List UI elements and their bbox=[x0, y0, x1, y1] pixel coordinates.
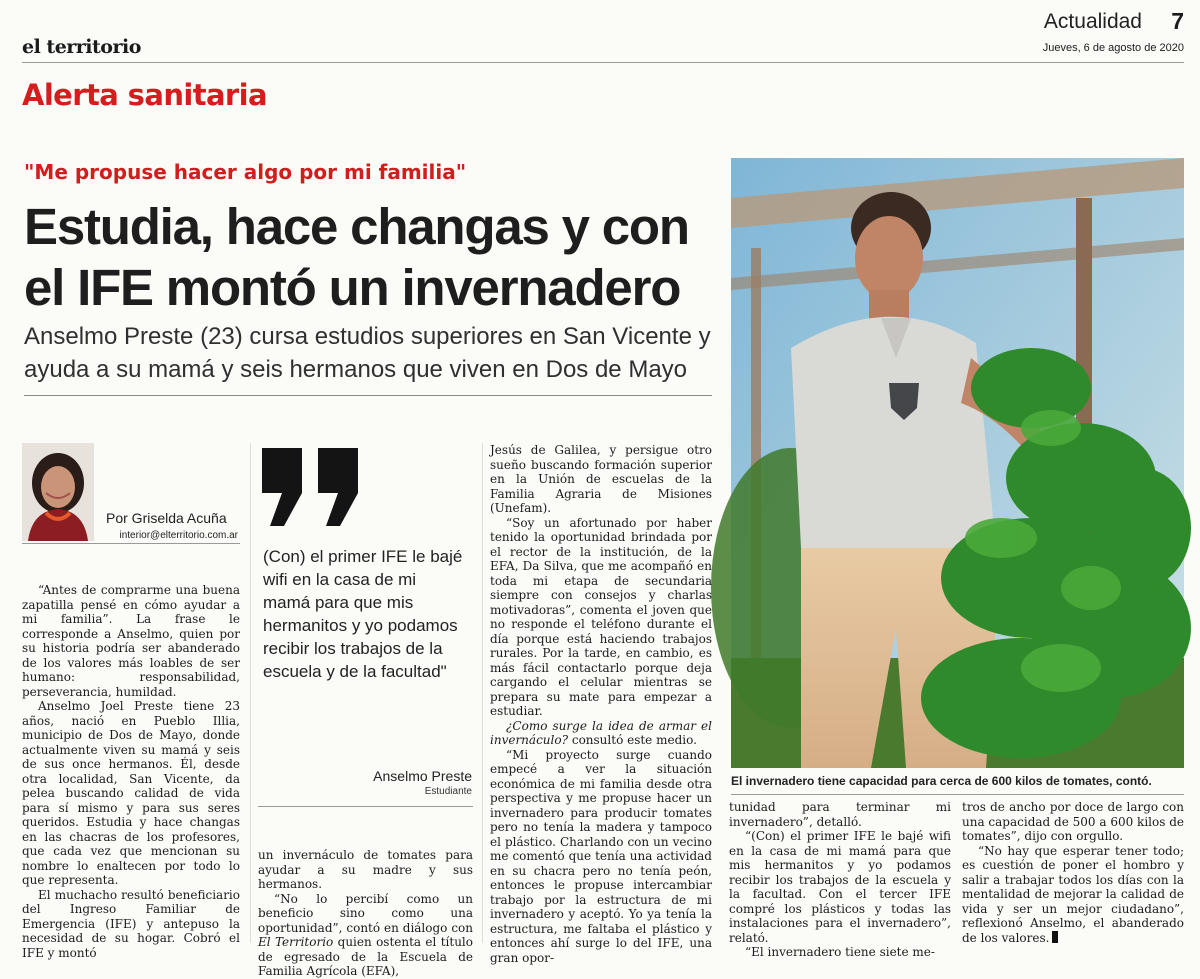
newspaper-name: El Territorio bbox=[258, 935, 334, 949]
paragraph: “Antes de comprarme una buena zapatilla pensé en cómo ayudar a mi familia”. La frase le corresponde a Anselmo, quien por su historia podría ser abanderado de los valores más loables de ser humano: responsabilidad, perseverancia, humildad. bbox=[22, 583, 240, 699]
body-column-3 bbox=[490, 443, 712, 965]
headline: Estudia, hace changas y con el IFE montó un invernadero bbox=[24, 198, 689, 316]
photo-illustration bbox=[731, 158, 1184, 768]
pull-quote-role: Estudiante bbox=[424, 786, 472, 797]
body-column-1 bbox=[22, 583, 240, 960]
body-column-5 bbox=[962, 800, 1184, 945]
paragraph bbox=[962, 844, 1184, 946]
greenhouse-photo bbox=[731, 158, 1184, 768]
page-number: 7 bbox=[1171, 8, 1184, 34]
paragraph: Anselmo Joel Preste tiene 23 años, nació en Pueblo Illia, municipio de Dos de Mayo, donde actualmente viven su mamá y seis de sus once hermanos. Él, desde otra localidad, San Vicente, da pelea buscando calidad de vida para sí mismo y para sus seres queridos. Estudia y hace changas en las chacras de los profesores, que cada vez que mencionan su nombre lo enaltecen por todo lo que representa. bbox=[22, 699, 240, 887]
deck-subtitle: Anselmo Preste (23) cursa estudios superiores en San Vicente y ayuda a su mamá y seis hermanos que viven en Dos de Mayo bbox=[24, 323, 711, 383]
paragraph: tunidad para terminar mi invernadero”, detalló. bbox=[729, 800, 951, 829]
paragraph: Jesús de Galilea, y persigue otro sueño buscando formación superior en la Unión de escuelas de la Familia Agraria de Misiones (Unefam). bbox=[490, 443, 712, 515]
text-run: “No hay que esperar tener todo; es cuestión de poner el hombro y salir a trabajar todos los días con la mentalidad de mejorar la calidad de vida y ser un mejor ciudadano”, reflexionó Anselmo, el abanderado de los valores. bbox=[962, 843, 1184, 945]
quote-mark-icon bbox=[262, 448, 362, 532]
caption-divider bbox=[731, 794, 1184, 795]
text-run: “No lo percibí como un beneficio sino como una oportunidad”, contó en diálogo con bbox=[258, 891, 473, 935]
text-run: quien ostenta el título de egresado de la Escuela de Familia Agrícola (EFA), bbox=[258, 935, 473, 978]
paragraph: “Mi proyecto surge cuando empecé a ver la situación económica de mi familia desde otra perspectiva y me propuse hacer un invernadero para producir tomates pero no tenía la madera y tampoco el plástico. Charlando con un vecino me comentó que tenía una actividad en su chacra pero no tenía peón, entonces le propuse intercambiar trabajo por la estructura de mi invernadero y aceptó. Yo ya tenía la estructura, me faltaba el plástico y entonces ahí surge lo del IFE, una gran opor- bbox=[490, 747, 712, 965]
pull-quote-name: Anselmo Preste bbox=[373, 768, 472, 784]
section-name: Actualidad bbox=[1043, 10, 1142, 33]
paragraph bbox=[258, 892, 473, 979]
column-divider bbox=[482, 443, 483, 943]
masthead: el territorio bbox=[22, 36, 141, 58]
issue-date: Jueves, 6 de agosto de 2020 bbox=[1042, 42, 1184, 54]
author-portrait bbox=[22, 443, 94, 541]
byline-email[interactable]: interior@elterritorio.com.ar bbox=[119, 530, 238, 541]
end-mark-icon bbox=[1052, 931, 1058, 943]
body-column-4 bbox=[729, 800, 951, 960]
paragraph: “Soy un afortunado por haber tenido la oportunidad brindada por el rector de la institución, de la EFA, Da Silva, que me acompañó en toda mi etapa de secundaria siempre con consejos y charlas motivadoras”, comenta el joven que no responde el teléfono durante el día porque está haciendo trabajos rurales. Por la tarde, en cambio, es más fácil contactarlo porque deja cargando el celular mientras se prepara su mate para empezar a estudiar. bbox=[490, 515, 712, 718]
section-tag: Alerta sanitaria bbox=[22, 78, 267, 112]
pull-quote: (Con) el primer IFE le bajé wifi en la casa de mi mamá para que mis hermanitos y yo podamos recibir los trabajos de la escuela y de la facultad" bbox=[263, 547, 463, 681]
body-column-2 bbox=[258, 848, 473, 979]
header-divider bbox=[22, 62, 1184, 63]
paragraph: “El invernadero tiene siete me- bbox=[745, 945, 935, 959]
deck-divider bbox=[24, 395, 712, 396]
pull-quote-divider bbox=[258, 806, 473, 807]
byline-divider bbox=[22, 543, 240, 544]
paragraph: un invernáculo de tomates para ayudar a su madre y sus hermanos. bbox=[258, 848, 473, 891]
paragraph: “(Con) el primer IFE le bajé wifi en la casa de mi mamá para que mis hermanitos y yo podamos recibir los trabajos de la escuela y la facultad. Con el tercer IFE compré los plásticos y todas las instalaciones para el invernadero”, relató. bbox=[729, 829, 951, 945]
photo-caption: El invernadero tiene capacidad para cerca de 600 kilos de tomates, contó. bbox=[731, 774, 1152, 788]
kicker-quote: "Me propuse hacer algo por mi familia" bbox=[24, 160, 467, 184]
question-text: ¿Como surge la idea de armar el invernáculo? bbox=[490, 718, 712, 747]
paragraph: tros de ancho por doce de largo con una capacidad de 500 a 600 kilos de tomates”, dijo con orgullo. bbox=[962, 800, 1184, 843]
paragraph bbox=[490, 719, 712, 748]
paragraph: El muchacho resultó beneficiario del Ingreso Familiar de Emergencia (IFE) y antepuso la necesidad de su hogar. Cobró el IFE y montó bbox=[22, 887, 240, 960]
author-avatar bbox=[22, 443, 94, 541]
column-divider bbox=[250, 443, 251, 943]
text-run: consultó este medio. bbox=[571, 733, 697, 747]
byline-author: Por Griselda Acuña bbox=[106, 510, 227, 526]
